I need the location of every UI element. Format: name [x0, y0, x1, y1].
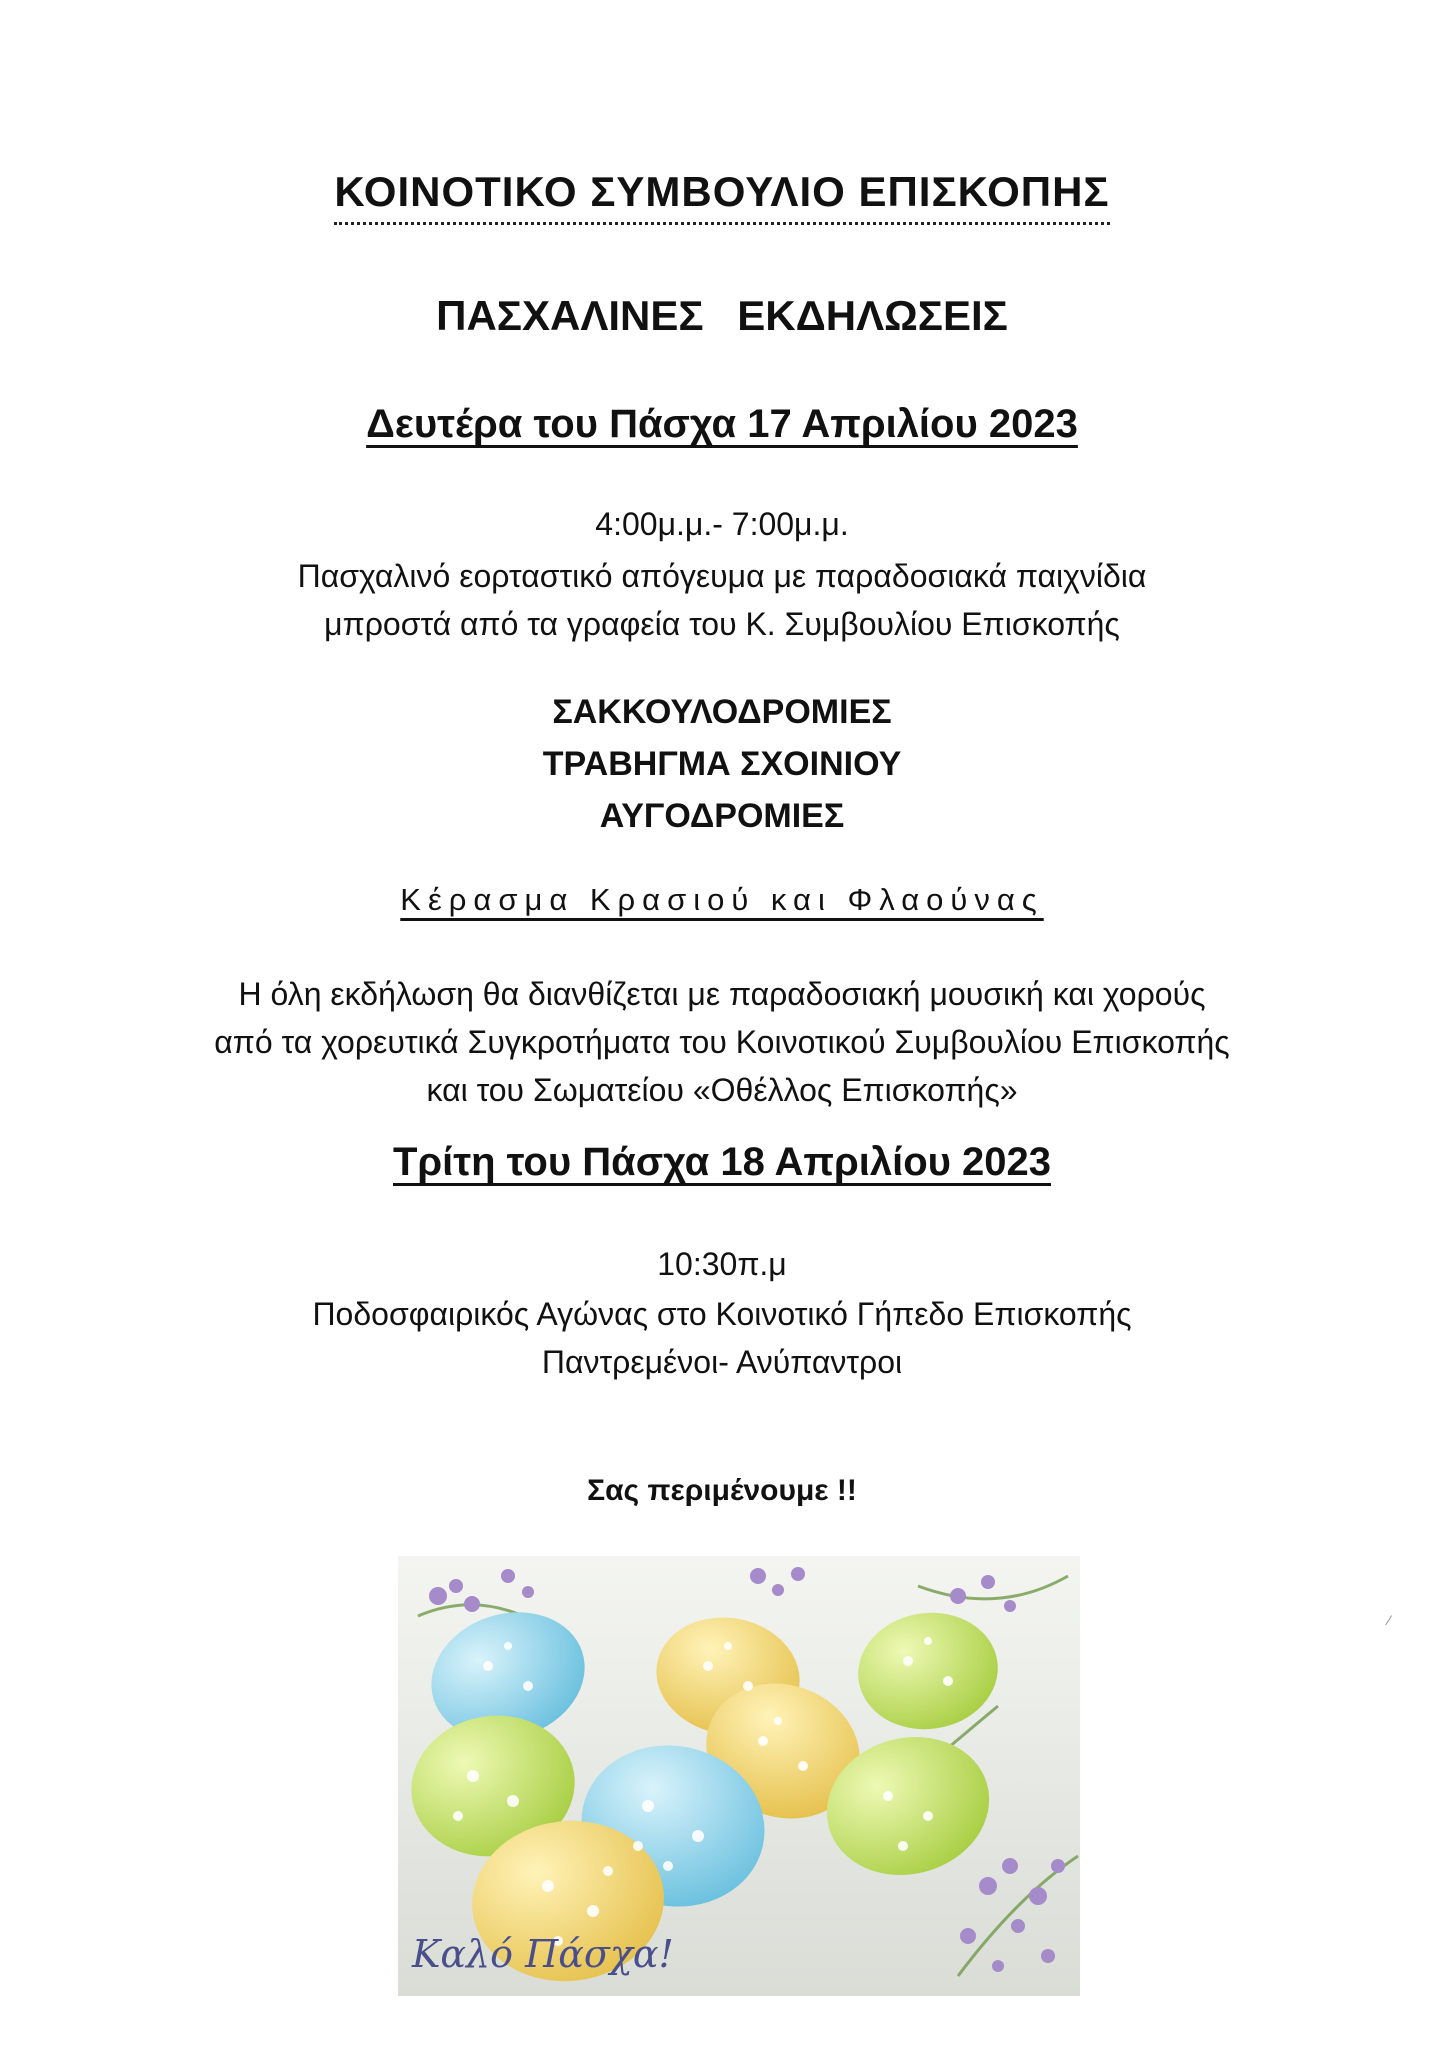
closing-line: Σας περιμένουμε !! — [587, 1474, 857, 1507]
organization-heading: ΚΟΙΝΟΤΙΚΟ ΣΥΜΒΟΥΛΙΟ ΕΠΙΣΚΟΠΗΣ — [0, 168, 1444, 225]
events-title: ΠΑΣΧΑΛΙΝΕΣ ΕΚΔΗΛΩΣΕΙΣ — [436, 292, 1008, 339]
treat-line: Κέρασμα Κρασιού και Φλαούνας — [400, 882, 1044, 917]
day2-description-line: Παντρεμένοι- Ανύπαντροι — [541, 1344, 903, 1380]
game-item: ΣΑΚΚΟΥΛΟΔΡΟΜΙΕΣ — [552, 693, 892, 731]
day2-date-heading: Τρίτη του Πάσχα 18 Απριλίου 2023 — [392, 1140, 1052, 1184]
day1-date-heading: Δευτέρα του Πάσχα 17 Απριλίου 2023 — [366, 402, 1078, 446]
music-paragraph — [0, 970, 1444, 1114]
music-line: από τα χορευτικά Συγκροτήματα του Κοινοτικού Συμβουλίου Επισκοπής — [214, 1024, 1230, 1060]
day1-description-line: Πασχαλινό εορταστικό απόγευμα με παραδοσιακά παιχνίδια — [297, 558, 1147, 594]
music-line: και του Σωματείου «Οθέλλος Επισκοπής» — [426, 1072, 1018, 1108]
day1-time: 4:00μ.μ.- 7:00μ.μ. — [595, 506, 849, 542]
game-item: ΤΡΑΒΗΓΜΑ ΣΧΟΙΝΙΟΥ — [542, 745, 902, 783]
music-line: Η όλη εκδήλωση θα διανθίζεται με παραδοσιακή μουσική και χορούς — [238, 976, 1206, 1012]
games-list — [0, 686, 1444, 842]
day2-description — [0, 1290, 1444, 1386]
day1-description-line: μπροστά από τα γραφεία του Κ. Συμβουλίου Επισκοπής — [324, 606, 1120, 642]
day2-description-line: Ποδοσφαιρικός Αγώνας στο Κοινοτικό Γήπεδο Επισκοπής — [312, 1296, 1132, 1332]
scan-mark: ⁄ — [1388, 1612, 1391, 1628]
game-item: ΑΥΓΟΔΡΟΜΙΕΣ — [599, 797, 845, 835]
day2-time: 10:30π.μ — [657, 1246, 787, 1282]
easter-greeting: Καλό Πάσχα! — [412, 1932, 674, 1976]
easter-eggs-illustration — [398, 1556, 1080, 1996]
easter-eggs-image — [398, 1556, 1080, 1996]
day1-description — [0, 552, 1444, 648]
